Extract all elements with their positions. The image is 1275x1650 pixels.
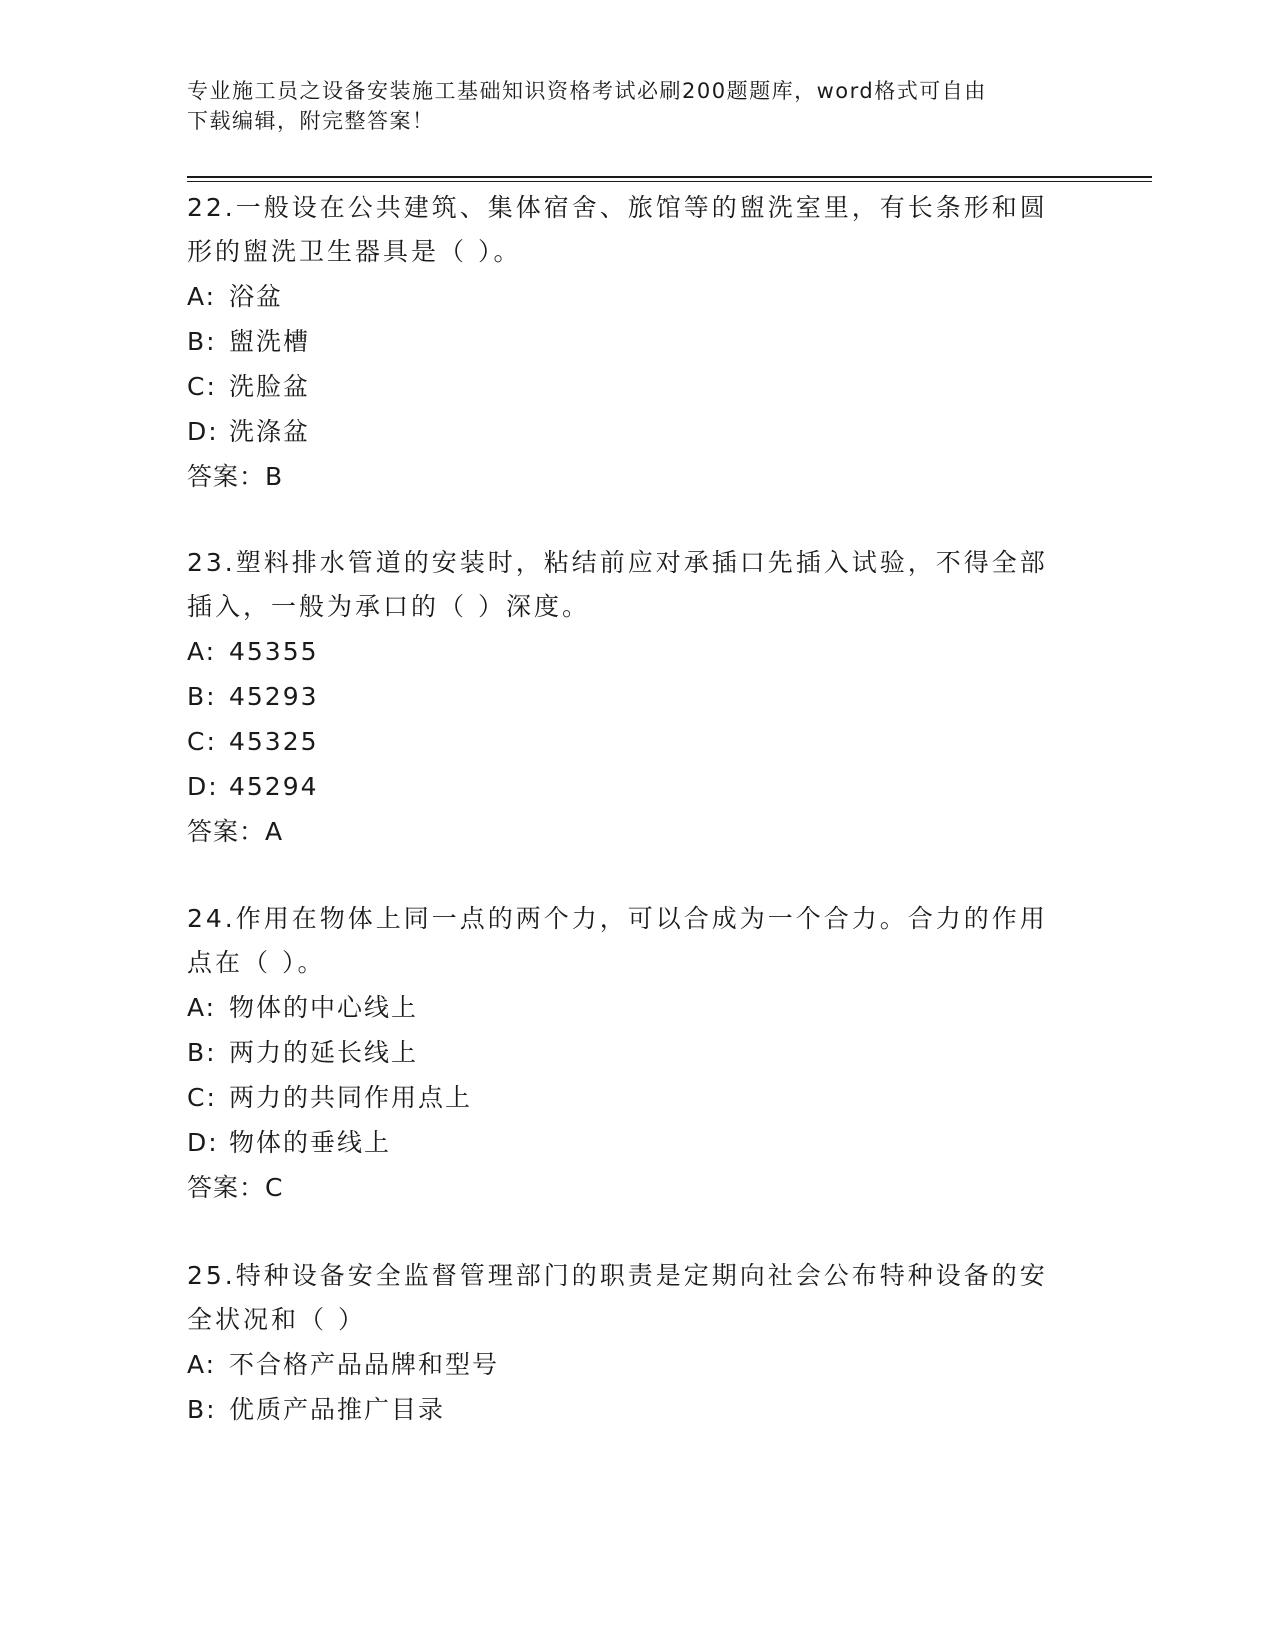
answer-line: 答案：C bbox=[187, 1173, 284, 1202]
option-a bbox=[187, 1342, 1087, 1387]
question-text-line: 插入，一般为承口的（ ）深度。 bbox=[187, 592, 590, 621]
question-text-line: 形的盥洗卫生器具是（ ）。 bbox=[187, 237, 522, 266]
option-letter: D: bbox=[187, 417, 219, 446]
option-a bbox=[187, 274, 1087, 319]
option-letter: C: bbox=[187, 1083, 217, 1112]
question-text-line: 22.一般设在公共建筑、集体宿舍、旅馆等的盥洗室里，有长条形和圆 bbox=[187, 193, 1048, 222]
option-text: 45294 bbox=[229, 772, 319, 801]
option-letter: A: bbox=[187, 1350, 217, 1379]
header-line-2: 下载编辑，附完整答案！ bbox=[187, 109, 435, 133]
option-text: 浴盆 bbox=[229, 282, 284, 311]
option-d bbox=[187, 1120, 1087, 1165]
answer-line: 答案：B bbox=[187, 462, 284, 491]
option-text: 45325 bbox=[229, 727, 319, 756]
option-text: 优质产品推广目录 bbox=[229, 1395, 446, 1424]
question-block bbox=[187, 897, 1087, 1211]
header-divider-thin bbox=[187, 181, 1152, 182]
question-block bbox=[187, 1254, 1087, 1432]
option-letter: B: bbox=[187, 1395, 217, 1424]
option-letter: B: bbox=[187, 1038, 217, 1067]
option-letter: D: bbox=[187, 772, 219, 801]
question-text-line: 点在（ ）。 bbox=[187, 948, 326, 977]
option-b bbox=[187, 319, 1087, 364]
option-a bbox=[187, 629, 1087, 674]
option-d bbox=[187, 409, 1087, 454]
option-d bbox=[187, 764, 1087, 809]
question-text-line: 23.塑料排水管道的安装时，粘结前应对承插口先插入试验，不得全部 bbox=[187, 548, 1048, 577]
option-a bbox=[187, 985, 1087, 1030]
option-letter: B: bbox=[187, 327, 217, 356]
option-text: 洗脸盆 bbox=[229, 372, 311, 401]
question-block bbox=[187, 541, 1087, 855]
option-text: 盥洗槽 bbox=[229, 327, 311, 356]
option-c bbox=[187, 364, 1087, 409]
header-divider-thick bbox=[187, 176, 1152, 178]
option-text: 洗涤盆 bbox=[229, 417, 311, 446]
option-text: 45355 bbox=[229, 637, 319, 666]
option-letter: A: bbox=[187, 637, 217, 666]
option-letter: B: bbox=[187, 682, 217, 711]
option-c bbox=[187, 719, 1087, 764]
option-letter: C: bbox=[187, 372, 217, 401]
option-text: 物体的中心线上 bbox=[229, 993, 419, 1022]
option-text: 两力的共同作用点上 bbox=[229, 1083, 473, 1112]
option-b bbox=[187, 1387, 1087, 1432]
answer-line: 答案：A bbox=[187, 817, 284, 846]
header-line-1: 专业施工员之设备安装施工基础知识资格考试必刷200题题库，word格式可自由 bbox=[187, 79, 987, 103]
option-text: 两力的延长线上 bbox=[229, 1038, 419, 1067]
option-letter: A: bbox=[187, 993, 217, 1022]
option-text: 不合格产品品牌和型号 bbox=[229, 1350, 500, 1379]
option-text: 45293 bbox=[229, 682, 319, 711]
question-block bbox=[187, 186, 1087, 500]
option-b bbox=[187, 1030, 1087, 1075]
option-text: 物体的垂线上 bbox=[229, 1128, 392, 1157]
question-text-line: 全状况和（ ） bbox=[187, 1305, 366, 1334]
question-text-line: 25.特种设备安全监督管理部门的职责是定期向社会公布特种设备的安 bbox=[187, 1261, 1048, 1290]
question-text-line: 24.作用在物体上同一点的两个力，可以合成为一个合力。合力的作用 bbox=[187, 904, 1048, 933]
option-letter: C: bbox=[187, 727, 217, 756]
option-letter: A: bbox=[187, 282, 217, 311]
option-letter: D: bbox=[187, 1128, 219, 1157]
document-header bbox=[187, 76, 1067, 136]
option-b bbox=[187, 674, 1087, 719]
option-c bbox=[187, 1075, 1087, 1120]
